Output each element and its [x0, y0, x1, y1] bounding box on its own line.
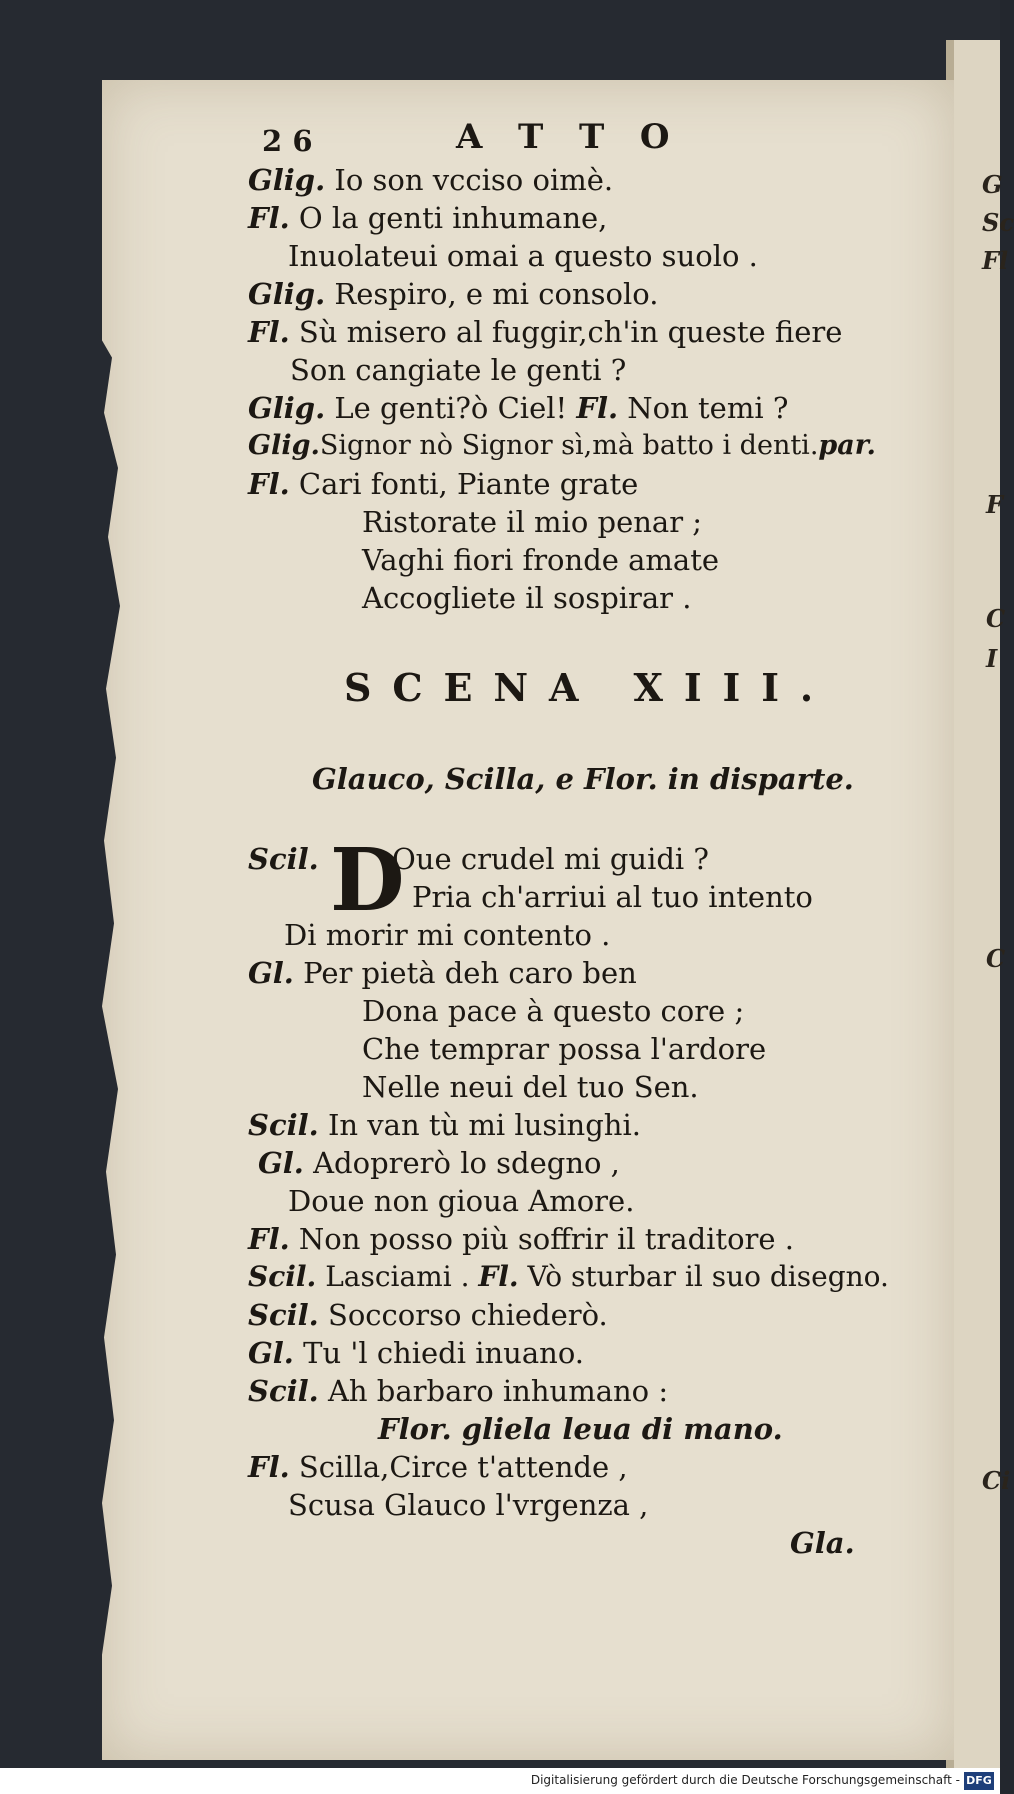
text-line	[412, 880, 813, 914]
footer-bar	[0, 1768, 1000, 1794]
line-text: Son cangiate le genti ?	[290, 353, 627, 387]
text-line	[284, 918, 610, 952]
line-text: Ah barbaro inhumano :	[318, 1374, 669, 1408]
speaker-label: Scil.	[248, 842, 319, 876]
line-text: Vaghi fiori fronde amate	[362, 543, 720, 577]
text-line	[362, 581, 691, 615]
line-text: Scusa Glauco l'vrgenza ,	[288, 1488, 649, 1522]
line-text: Inuolateui omai a questo suolo .	[288, 239, 758, 273]
line-text: Le genti?ò Ciel!	[325, 391, 577, 425]
text-line	[248, 1336, 584, 1370]
text-line	[248, 842, 319, 876]
speaker-label: Fl.	[248, 1222, 290, 1256]
speaker-label: Glig.	[248, 277, 326, 311]
speaker-label: Glig.	[248, 391, 326, 425]
line-text: Pria ch'arriui al tuo intento	[412, 880, 813, 914]
text-line	[248, 391, 788, 425]
text-line	[248, 1374, 668, 1408]
speaker-label: Fl.	[248, 1450, 290, 1484]
line-text: Oue crudel mi guidi ?	[392, 842, 709, 876]
line-text: Che temprar possa l'ardore	[362, 1032, 767, 1066]
line-text: Doue non gioua Amore.	[288, 1184, 635, 1218]
text-line	[288, 1488, 648, 1522]
line-text: Scilla,Circe t'attende ,	[289, 1450, 628, 1484]
dfg-logo: DFG	[964, 1772, 994, 1790]
text-line	[248, 1450, 628, 1484]
aside-label: par.	[818, 430, 876, 461]
text-line	[392, 842, 709, 876]
text-line	[248, 315, 842, 349]
facing-page-edge	[952, 40, 1000, 1768]
text-line	[288, 239, 758, 273]
facing-page-fragment: G	[982, 170, 1003, 199]
line-text: Soccorso chiederò.	[318, 1298, 608, 1332]
stage-direction: Flor. gliela leua di mano.	[378, 1412, 783, 1446]
line-text: Lasciami .	[316, 1260, 479, 1293]
line-text: Ristorate il mio penar ;	[362, 505, 703, 539]
facing-page-fragment: C	[986, 944, 1006, 973]
speaker-label: Gl.	[258, 1146, 304, 1180]
line-text: Di morir mi contento .	[284, 918, 611, 952]
speaker-label: Glig.	[248, 163, 326, 197]
speaker-label: Gl.	[248, 956, 294, 990]
text-line	[248, 1298, 608, 1332]
text-line	[258, 1146, 620, 1180]
speaker-label: Fl.	[576, 391, 619, 425]
line-text: Per pietà deh caro ben	[293, 956, 637, 990]
text-line	[248, 201, 607, 235]
speaker-label: Gl.	[248, 1336, 294, 1370]
scene-heading: SCENA XIII.	[344, 665, 835, 710]
line-text: Dona pace à questo core ;	[362, 994, 745, 1028]
facing-page-fragment: Sc	[982, 208, 1014, 237]
text-line	[248, 163, 613, 197]
text-line	[362, 1032, 766, 1066]
text-line	[248, 1260, 889, 1294]
facing-page-fragment: C	[986, 604, 1006, 633]
scene-characters: Glauco, Scilla, e Flor. in disparte.	[312, 762, 854, 796]
speaker-label: Fl.	[478, 1260, 519, 1293]
text-line	[248, 277, 658, 311]
line-text: Vò sturbar il suo disegno.	[518, 1260, 889, 1293]
speaker-label: Scil.	[248, 1298, 319, 1332]
speaker-label: Fl.	[248, 467, 290, 501]
line-text: Non posso più soffrir il traditore .	[289, 1222, 795, 1256]
line-text: O la genti inhumane,	[289, 201, 608, 235]
line-text: Tu 'l chiedi inuano.	[293, 1336, 584, 1370]
catchword: Gla.	[790, 1526, 855, 1560]
facing-page-fragment: Ci	[982, 1466, 1011, 1495]
line-text: Non temi ?	[618, 391, 789, 425]
text-line	[248, 1222, 794, 1256]
line-text: In van tù mi lusinghi.	[318, 1108, 641, 1142]
speaker-label: Glig.	[248, 430, 320, 461]
drop-cap: D	[330, 830, 405, 931]
speaker-label: Fl.	[248, 315, 290, 349]
facing-page-fragment: F	[986, 490, 1004, 519]
text-line	[248, 1108, 641, 1142]
line-text: Nelle neui del tuo Sen.	[362, 1070, 699, 1104]
text-line	[362, 994, 744, 1028]
text-line	[248, 467, 638, 501]
line-text: Sù misero al fuggir,ch'in queste fiere	[289, 315, 843, 349]
facing-page-fragment: I	[986, 644, 998, 673]
text-line	[362, 1070, 699, 1104]
speaker-label: Scil.	[248, 1260, 317, 1293]
line-text: Cari fonti, Piante grate	[289, 467, 639, 501]
funding-credit: Digitalisierung gefördert durch die Deutsche Forschungsgemeinschaft -	[530, 1773, 960, 1787]
text-line	[362, 543, 719, 577]
text-line	[248, 429, 876, 463]
text-line	[362, 505, 702, 539]
text-line	[290, 353, 626, 387]
speaker-label: Scil.	[248, 1108, 319, 1142]
line-text: Adoprerò lo sdegno ,	[303, 1146, 620, 1180]
facing-page-fragment: Fl	[982, 246, 1009, 275]
line-text: Accogliete il sospirar .	[362, 581, 692, 615]
speaker-label: Scil.	[248, 1374, 319, 1408]
line-text: Io son vcciso oimè.	[325, 163, 614, 197]
page-number: 26	[262, 124, 323, 158]
text-line	[248, 956, 637, 990]
running-title: A T T O	[456, 117, 682, 157]
line-text: Signor nò Signor sì,mà batto i denti.	[319, 430, 819, 461]
speaker-label: Fl.	[248, 201, 290, 235]
line-text: Respiro, e mi consolo.	[325, 277, 659, 311]
text-line	[288, 1184, 634, 1218]
